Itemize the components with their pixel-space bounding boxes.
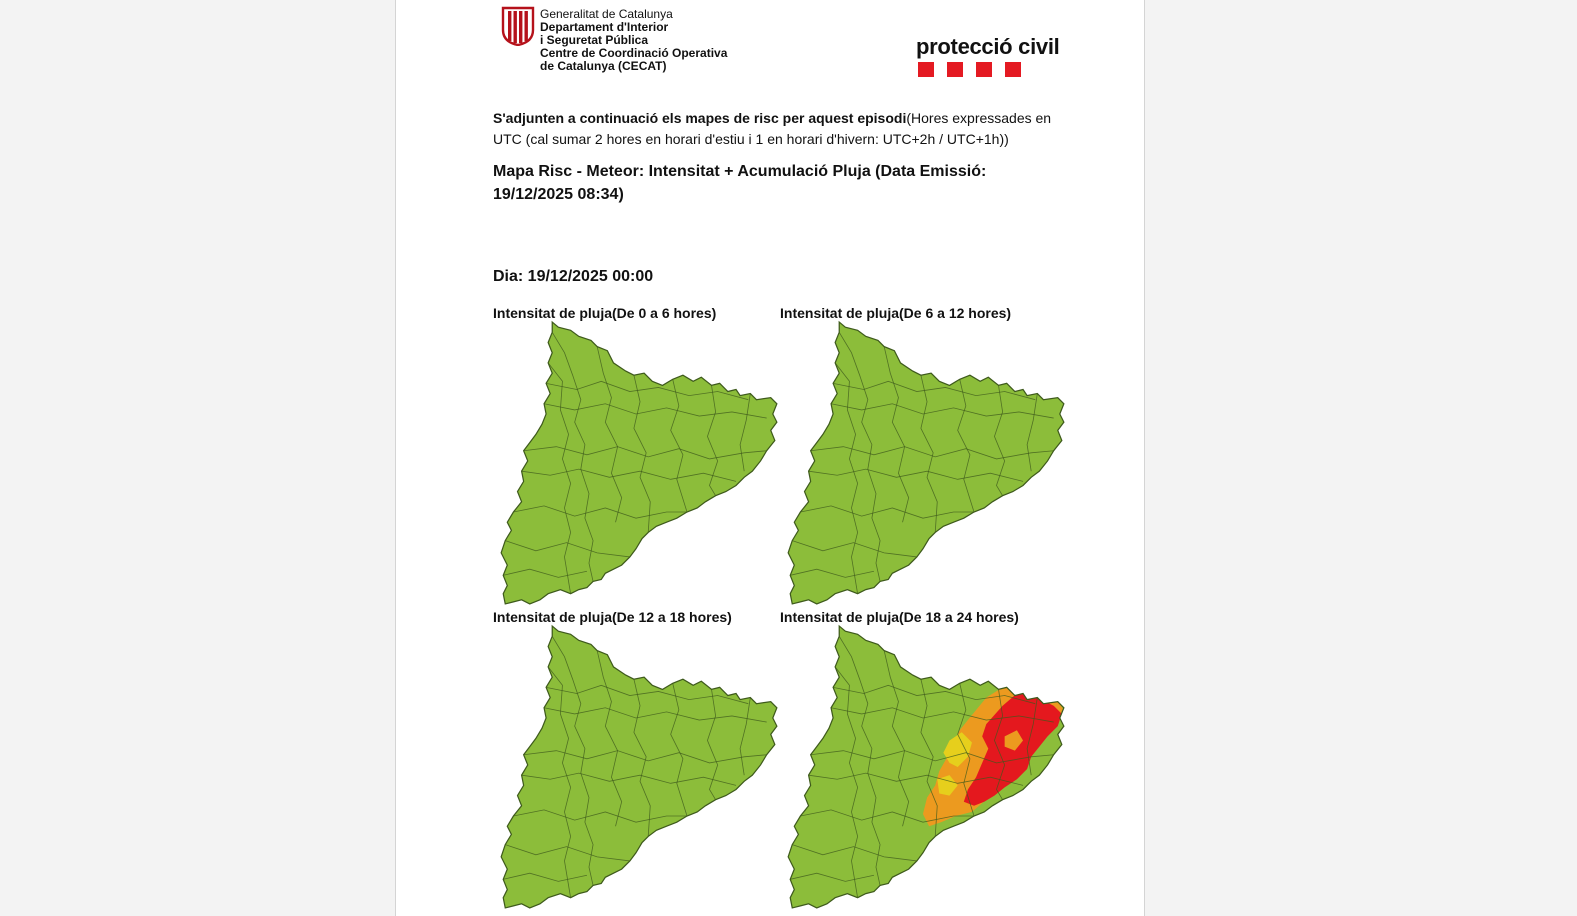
panel-12-18 — [493, 608, 783, 908]
document-page — [395, 0, 1145, 916]
territory-no-risk — [501, 322, 777, 604]
catalonia-risk-map — [493, 318, 783, 608]
catalonia-risk-map — [780, 622, 1070, 912]
panel-title: Intensitat de pluja(De 12 a 18 hores) — [493, 609, 732, 625]
panel-18-24 — [780, 608, 1070, 908]
territory-no-risk — [501, 626, 777, 908]
generalitat-logo — [501, 6, 535, 46]
generalitat-text — [540, 8, 727, 73]
catalonia-map-svg — [493, 622, 783, 912]
proteccio-civil-title: protecció civil — [916, 34, 1060, 59]
generalitat-line-5: de Catalunya (CECAT) — [540, 59, 667, 73]
catalonia-risk-map — [780, 318, 1070, 608]
generalitat-line-3: i Seguretat Pública — [540, 33, 649, 47]
intro-bold: S'adjunten a continuació els mapes de risc per aquest episodi — [493, 110, 907, 126]
proteccio-civil-logo — [916, 34, 1066, 77]
catalonia-map-svg — [780, 622, 1070, 912]
proteccio-civil-squares — [918, 62, 1066, 77]
panel-6-12 — [780, 304, 1070, 604]
generalitat-line-1: Generalitat de Catalunya — [540, 7, 673, 21]
map-title: Mapa Risc - Meteor: Intensitat + Acumulació Pluja (Data Emissió: 19/12/2025 08:34) — [493, 163, 987, 203]
intro-normal: (Hores expressades en UTC (cal sumar 2 hores en horari d'estiu i 1 en horari d'hivern: UTC+2h / UTC+1h)) — [493, 110, 1052, 147]
catalonia-risk-map — [493, 622, 783, 912]
catalonia-map-svg — [493, 318, 783, 608]
risk-area-5 — [1027, 677, 1052, 693]
panel-title: Intensitat de pluja(De 18 a 24 hores) — [780, 609, 1019, 625]
day-label: Dia: 19/12/2025 00:00 — [493, 268, 654, 285]
panel-0-6 — [493, 304, 783, 604]
territory-no-risk — [788, 322, 1064, 604]
catalonia-map-svg — [780, 318, 1070, 608]
generalitat-line-2: Departament d'Interior — [540, 20, 669, 34]
generalitat-line-4: Centre de Coordinació Operativa — [540, 46, 728, 60]
intro-paragraph — [493, 108, 1063, 150]
panel-title: Intensitat de pluja(De 6 a 12 hores) — [780, 305, 1012, 321]
panel-title: Intensitat de pluja(De 0 a 6 hores) — [493, 305, 717, 321]
